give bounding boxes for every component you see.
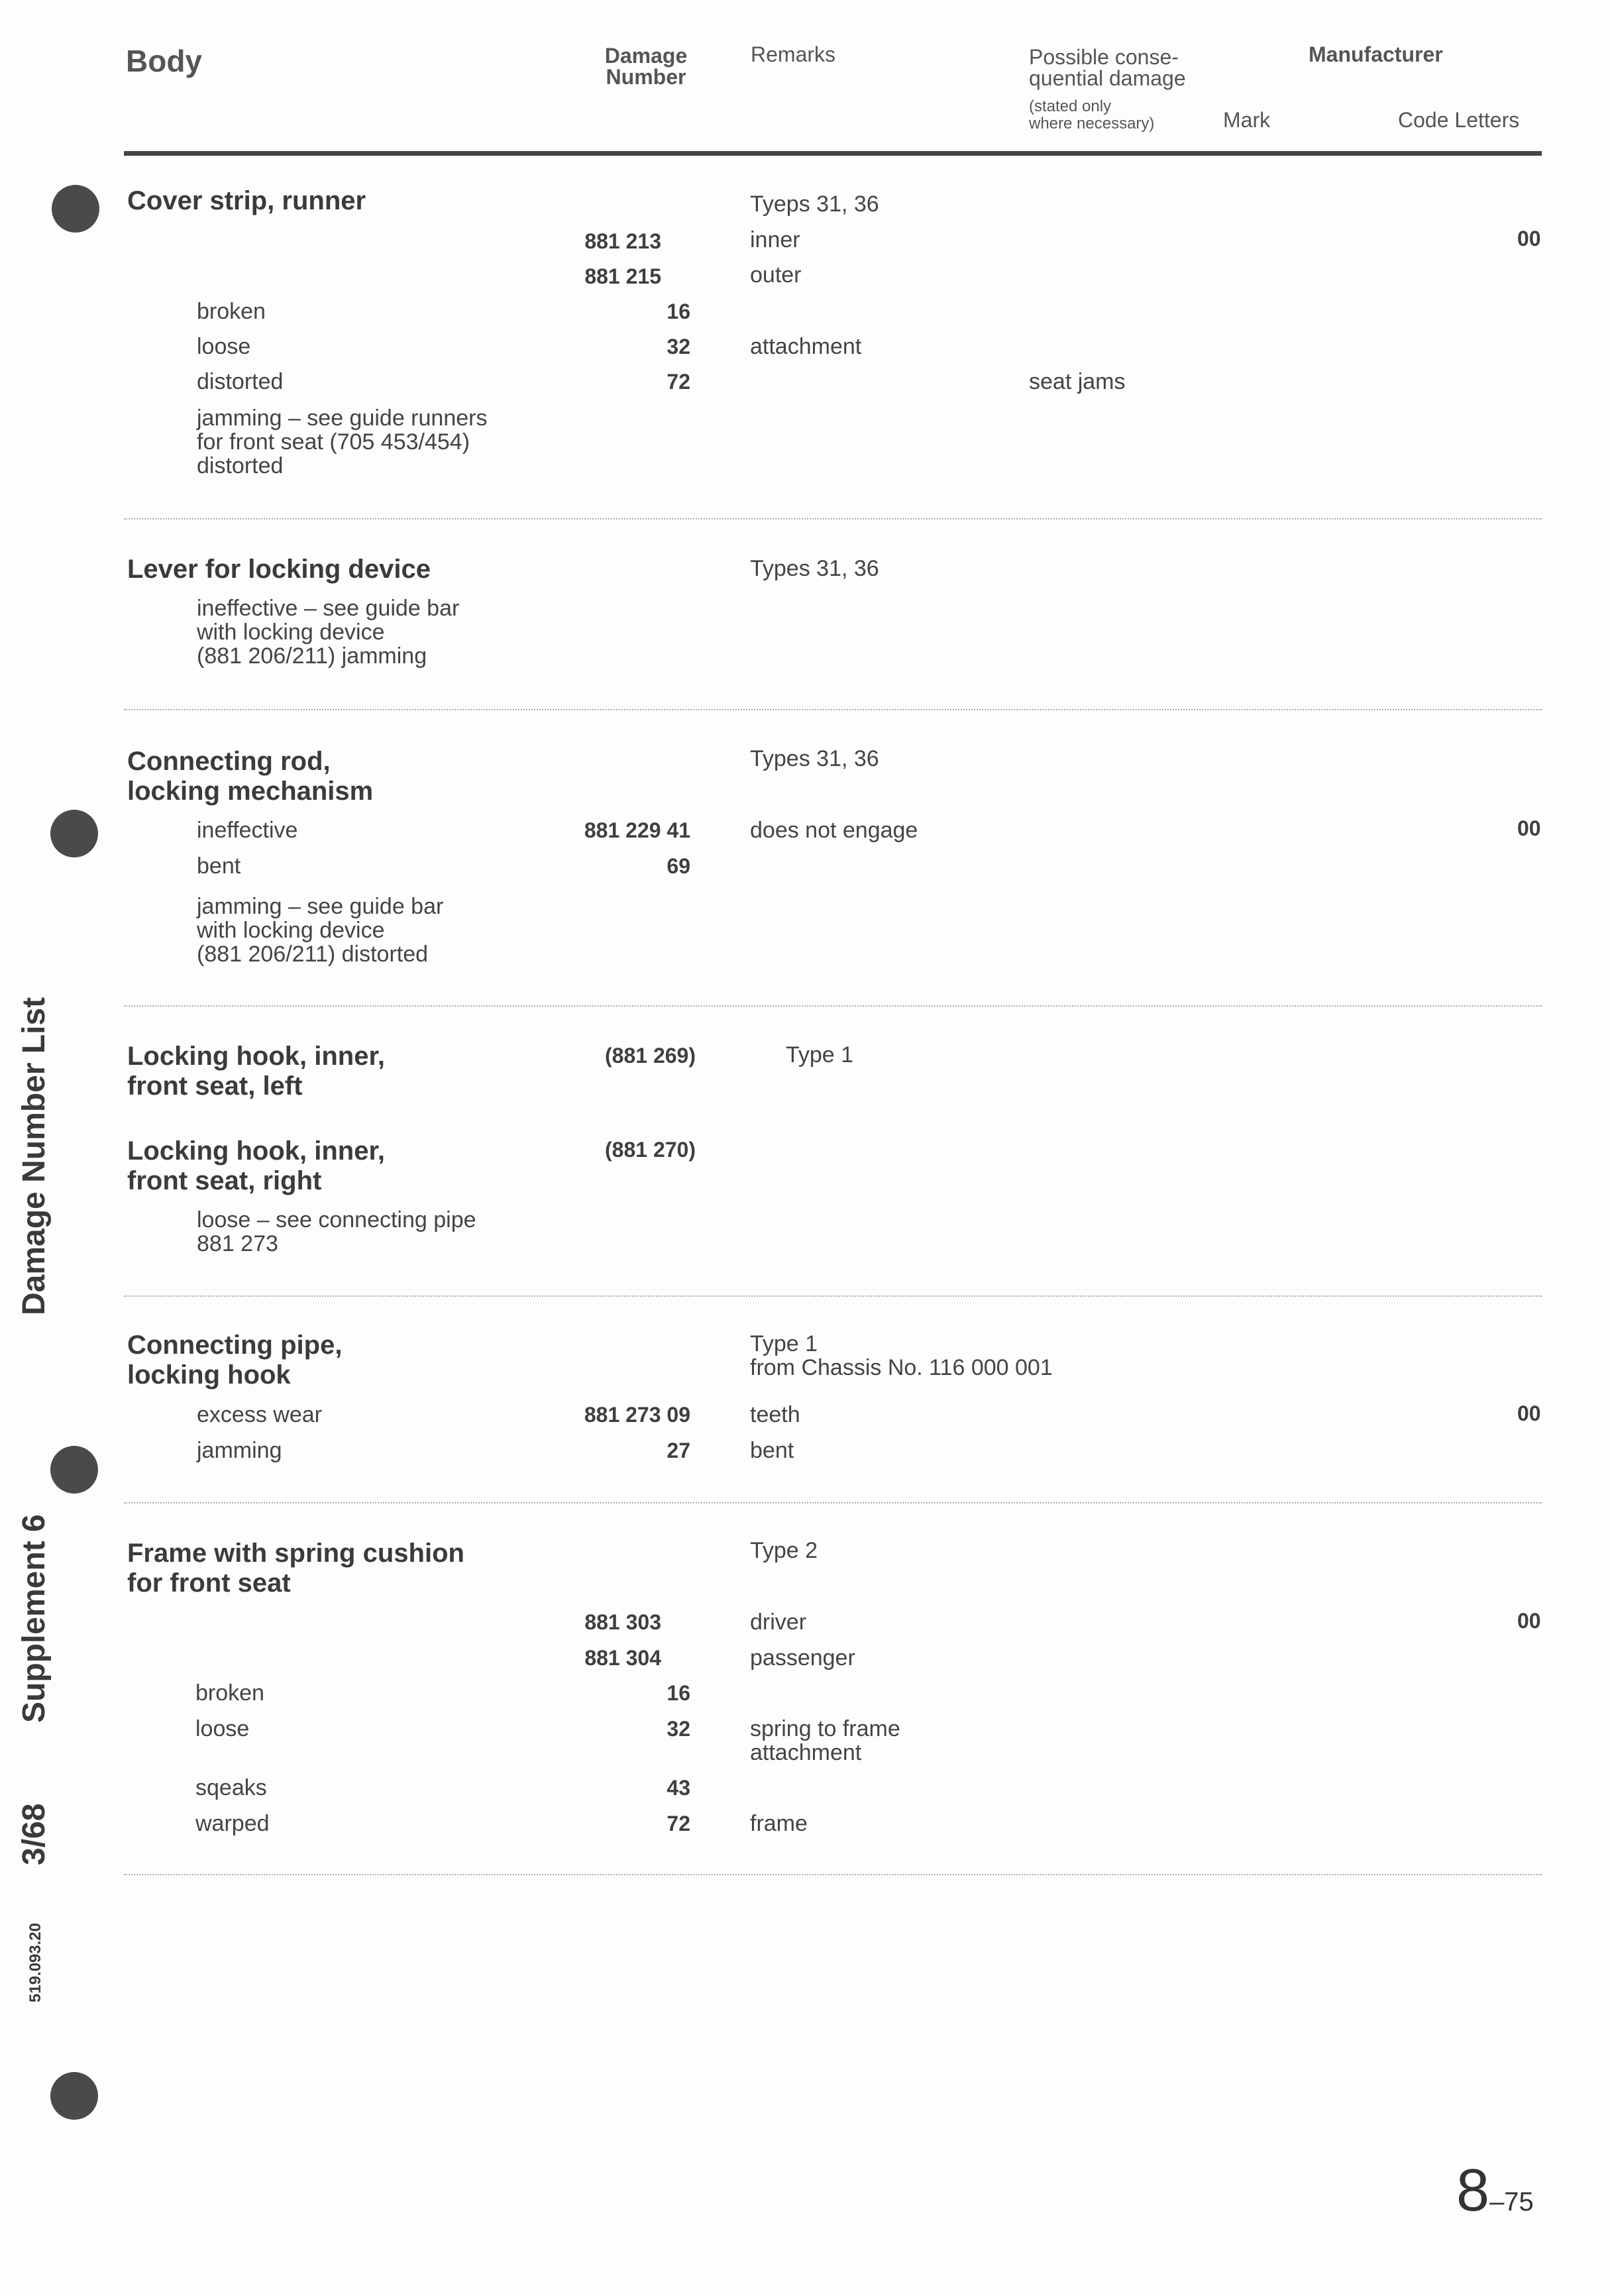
damage-number: 72 (667, 1812, 690, 1835)
damage-number: 69 (667, 854, 690, 878)
code-letters: 00 (1517, 816, 1541, 840)
remark: driver (750, 1610, 807, 1635)
section-remark: Types 31, 36 (750, 746, 879, 771)
section-title: Cover strip, runner (127, 186, 366, 215)
header-rule (124, 151, 1542, 156)
damage-label: broken (197, 299, 266, 324)
binder-hole (50, 2072, 98, 2120)
header-title: Body (126, 44, 202, 78)
section-remark: Types 31, 36 (750, 556, 879, 581)
binder-hole (52, 185, 99, 233)
remark: teeth (750, 1402, 800, 1427)
binder-hole (50, 810, 98, 857)
header-mark: Mark (1223, 108, 1271, 132)
damage-number: 16 (667, 300, 690, 323)
damage-number: 881 215 (584, 264, 661, 288)
damage-number: 16 (667, 1681, 690, 1705)
remark: outer (750, 262, 802, 288)
code-letters: 00 (1517, 227, 1541, 250)
section-title: Frame with spring cushion for front seat (127, 1539, 464, 1598)
damage-label: sqeaks (195, 1775, 267, 1800)
damage-number: (881 269) (605, 1044, 696, 1067)
sidebar-date: 3/68 (17, 1803, 52, 1865)
damage-label: bent (197, 853, 241, 879)
code-letters: 00 (1517, 1401, 1541, 1425)
damage-label: broken (195, 1680, 264, 1706)
remark: inner (750, 227, 800, 252)
section-remark: Type 1 (786, 1042, 854, 1067)
remark: does not engage (750, 818, 918, 843)
section-divider (124, 1295, 1542, 1297)
header-damage-number: Damage Number (604, 44, 688, 89)
damage-number: 881 213 (584, 229, 661, 253)
header-manufacturer: Manufacturer (1309, 42, 1443, 66)
binder-hole (50, 1446, 98, 1494)
damage-number: 881 229 41 (584, 818, 690, 842)
section-title: Locking hook, inner, front seat, left (127, 1042, 385, 1101)
damage-label: jamming (197, 1438, 282, 1463)
section-divider (124, 518, 1542, 519)
section-divider (124, 1502, 1542, 1503)
damage-note: ineffective – see guide bar with locking device (881 206/211) jamming (197, 596, 460, 669)
section-title: Lever for locking device (127, 555, 431, 584)
section-divider (124, 1005, 1542, 1007)
consequential-damage: seat jams (1029, 369, 1126, 394)
header-consequential: Possible conse- quential damage (1029, 45, 1186, 90)
damage-note: loose – see connecting pipe 881 273 (197, 1207, 476, 1256)
section-remark: Type 2 (750, 1538, 818, 1563)
damage-number: 27 (667, 1439, 690, 1462)
sidebar-supplement: Supplement 6 (17, 1514, 52, 1723)
section-title: Connecting rod, locking mechanism (127, 747, 374, 806)
damage-number: 881 273 09 (584, 1403, 690, 1427)
damage-number: 881 304 (584, 1646, 661, 1670)
header-code-letters: Code Letters (1398, 108, 1520, 132)
header-consequential-note: (stated only where necessary) (1029, 97, 1155, 133)
damage-number: 32 (667, 335, 690, 358)
section-divider (124, 1874, 1542, 1875)
section-title: Locking hook, inner, front seat, right (127, 1136, 385, 1195)
remark: frame (750, 1811, 808, 1836)
remark: spring to frame attachment (750, 1716, 900, 1765)
sidebar-title: Damage Number List (17, 997, 52, 1315)
section-title: Connecting pipe, locking hook (127, 1331, 343, 1390)
remark: bent (750, 1438, 794, 1463)
damage-label: loose (197, 334, 251, 359)
damage-label: loose (195, 1716, 250, 1741)
damage-label: ineffective (197, 818, 298, 843)
section-divider (124, 709, 1542, 710)
damage-note: jamming – see guide runners for front seat (705 453/454) distorted (197, 406, 488, 478)
damage-number: (881 270) (605, 1138, 696, 1162)
damage-note: jamming – see guide bar with locking device (881 206/211) distorted (197, 894, 444, 967)
damage-number: 72 (667, 370, 690, 394)
remark: attachment (750, 334, 862, 359)
damage-label: warped (195, 1811, 270, 1836)
damage-number: 881 303 (584, 1610, 661, 1634)
damage-number: 43 (667, 1776, 690, 1800)
remark: passenger (750, 1645, 855, 1670)
header-remarks: Remarks (751, 42, 836, 66)
code-letters: 00 (1517, 1609, 1541, 1633)
damage-label: excess wear (197, 1402, 322, 1427)
section-remark: Type 1 from Chassis No. 116 000 001 (750, 1331, 1053, 1380)
damage-number: 32 (667, 1717, 690, 1741)
sidebar-ref: 519.093.20 (27, 1922, 44, 2002)
damage-label: distorted (197, 369, 284, 394)
section-remark: Tyeps 31, 36 (750, 191, 879, 217)
page-number: 8–75 (1456, 2158, 1534, 2224)
